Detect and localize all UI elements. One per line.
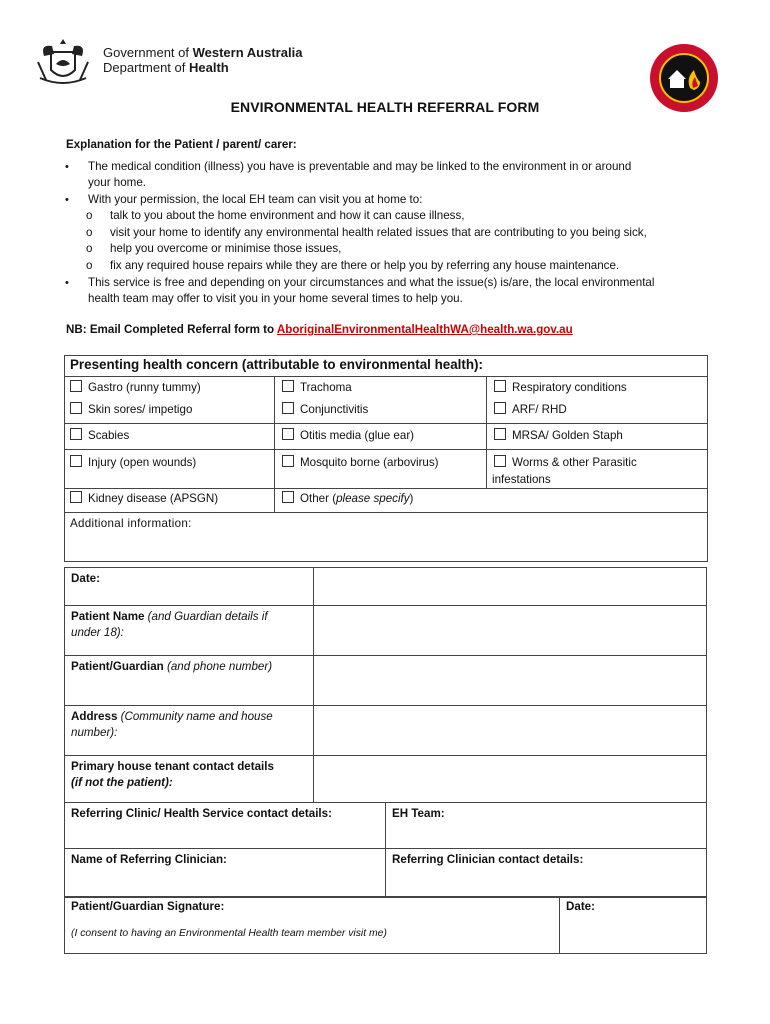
- checkbox-conjunctivitis[interactable]: Conjunctivitis: [282, 402, 368, 418]
- checkbox-scabies[interactable]: Scabies: [70, 428, 129, 444]
- checkbox-icon[interactable]: [70, 428, 82, 440]
- checkbox-injury[interactable]: Injury (open wounds): [70, 455, 196, 471]
- tenant-label-cell: Primary house tenant contact details (if not the patient):: [65, 756, 314, 803]
- signature-table: [64, 896, 707, 954]
- signature-date-cell[interactable]: Date:: [560, 897, 707, 954]
- checkbox-icon[interactable]: [282, 455, 294, 467]
- checkbox-trachoma[interactable]: Trachoma: [282, 380, 352, 396]
- explanation-heading: Explanation for the Patient / parent/ carer:: [66, 138, 297, 151]
- checkbox-mrsa[interactable]: MRSA/ Golden Staph: [494, 428, 623, 444]
- checkbox-other[interactable]: Other (please specify): [282, 491, 413, 507]
- checkbox-icon[interactable]: [282, 380, 294, 392]
- explanation-bullet-2: With your permission, the local EH team can visit you at home to:: [88, 193, 423, 206]
- checkbox-skin-sores[interactable]: Skin sores/ impetigo: [70, 402, 192, 418]
- explanation-sub-4: fix any required house repairs while they are there or help you by referring any house maintenance.: [110, 259, 620, 272]
- explanation-sub-1: talk to you about the home environment and how it can cause illness,: [110, 209, 465, 222]
- explanation-bullet-3-cont: health team may offer to visit you in your home several times to help you.: [88, 292, 463, 305]
- checkbox-icon[interactable]: [494, 455, 506, 467]
- checkbox-icon[interactable]: [282, 428, 294, 440]
- checkbox-icon[interactable]: [70, 455, 82, 467]
- divider: [64, 423, 707, 424]
- patient-name-field[interactable]: [314, 606, 707, 656]
- sub-bullet-icon: o: [86, 209, 93, 222]
- date-field[interactable]: [314, 568, 707, 606]
- explanation-bullet-1-cont: your home.: [88, 176, 146, 189]
- checkbox-otitis-media[interactable]: Otitis media (glue ear): [282, 428, 414, 444]
- checkbox-arf-rhd[interactable]: ARF/ RHD: [494, 402, 567, 418]
- explanation-bullet-1: The medical condition (illness) you have is preventable and may be linked to the environment in or around: [88, 160, 632, 173]
- checkbox-respiratory[interactable]: Respiratory conditions: [494, 380, 627, 396]
- divider: [64, 376, 707, 377]
- checkbox-icon[interactable]: [494, 402, 506, 414]
- divider: [64, 449, 707, 450]
- additional-information-field[interactable]: [66, 532, 704, 558]
- explanation-sub-2: visit your home to identify any environmental health related issues that are contributing to you being sick,: [110, 226, 647, 239]
- checkbox-icon[interactable]: [494, 428, 506, 440]
- sub-bullet-icon: o: [86, 242, 93, 255]
- sub-bullet-icon: o: [86, 259, 93, 272]
- eh-team-cell[interactable]: EH Team:: [386, 803, 707, 849]
- explanation-sub-3: help you overcome or minimise those issues,: [110, 242, 342, 255]
- divider: [64, 512, 707, 513]
- government-header: Government of Western Australia Department of Health: [103, 45, 303, 75]
- checkbox-icon[interactable]: [282, 402, 294, 414]
- patient-details-table: [64, 567, 707, 803]
- email-instruction: NB: Email Completed Referral form to AboriginalEnvironmentalHealthWA@health.wa.gov.au: [66, 323, 573, 336]
- guardian-label-cell: Patient/Guardian (and phone number): [65, 656, 314, 706]
- additional-information-label: Additional information:: [70, 517, 192, 530]
- checkbox-mosquito-borne[interactable]: Mosquito borne (arbovirus): [282, 455, 439, 471]
- bullet-icon: •: [65, 277, 69, 289]
- checkbox-icon[interactable]: [282, 491, 294, 503]
- guardian-field[interactable]: [314, 656, 707, 706]
- divider: [486, 376, 487, 488]
- clinician-contact-cell[interactable]: Referring Clinician contact details:: [386, 849, 707, 898]
- sub-bullet-icon: o: [86, 226, 93, 239]
- form-title: ENVIRONMENTAL HEALTH REFERRAL FORM: [230, 99, 540, 115]
- date-label-cell: Date:: [65, 568, 314, 606]
- tenant-field[interactable]: [314, 756, 707, 803]
- checkbox-icon[interactable]: [494, 380, 506, 392]
- patient-name-label-cell: Patient Name (and Guardian details if under 18):: [65, 606, 314, 656]
- checkbox-icon[interactable]: [70, 380, 82, 392]
- referring-clinic-cell[interactable]: Referring Clinic/ Health Service contact details:: [65, 803, 386, 849]
- address-field[interactable]: [314, 706, 707, 756]
- checkbox-worms-label-cont: infestations: [492, 473, 551, 486]
- wa-crest-logo: [34, 38, 92, 88]
- bullet-icon: •: [65, 161, 69, 173]
- divider: [64, 488, 707, 489]
- explanation-bullet-3: This service is free and depending on your circumstances and what the issue(s) is/are, the local environmental: [88, 276, 655, 289]
- checkbox-worms[interactable]: Worms & other Parasitic: [494, 455, 637, 471]
- referring-clinician-cell[interactable]: Name of Referring Clinician:: [65, 849, 386, 898]
- divider: [274, 376, 275, 512]
- referral-details-table: [64, 802, 707, 898]
- bullet-icon: •: [65, 194, 69, 206]
- health-concern-heading: Presenting health concern (attributable to environmental health):: [70, 357, 483, 372]
- signature-cell[interactable]: Patient/Guardian Signature: (I consent to having an Environmental Health team member visit me): [65, 897, 560, 954]
- checkbox-gastro[interactable]: Gastro (runny tummy): [70, 380, 201, 396]
- address-label-cell: Address (Community name and house number):: [65, 706, 314, 756]
- checkbox-kidney-disease[interactable]: Kidney disease (APSGN): [70, 491, 218, 507]
- checkbox-icon[interactable]: [70, 402, 82, 414]
- checkbox-icon[interactable]: [70, 491, 82, 503]
- referral-email-link[interactable]: AboriginalEnvironmentalHealthWA@health.wa.gov.au: [276, 323, 573, 336]
